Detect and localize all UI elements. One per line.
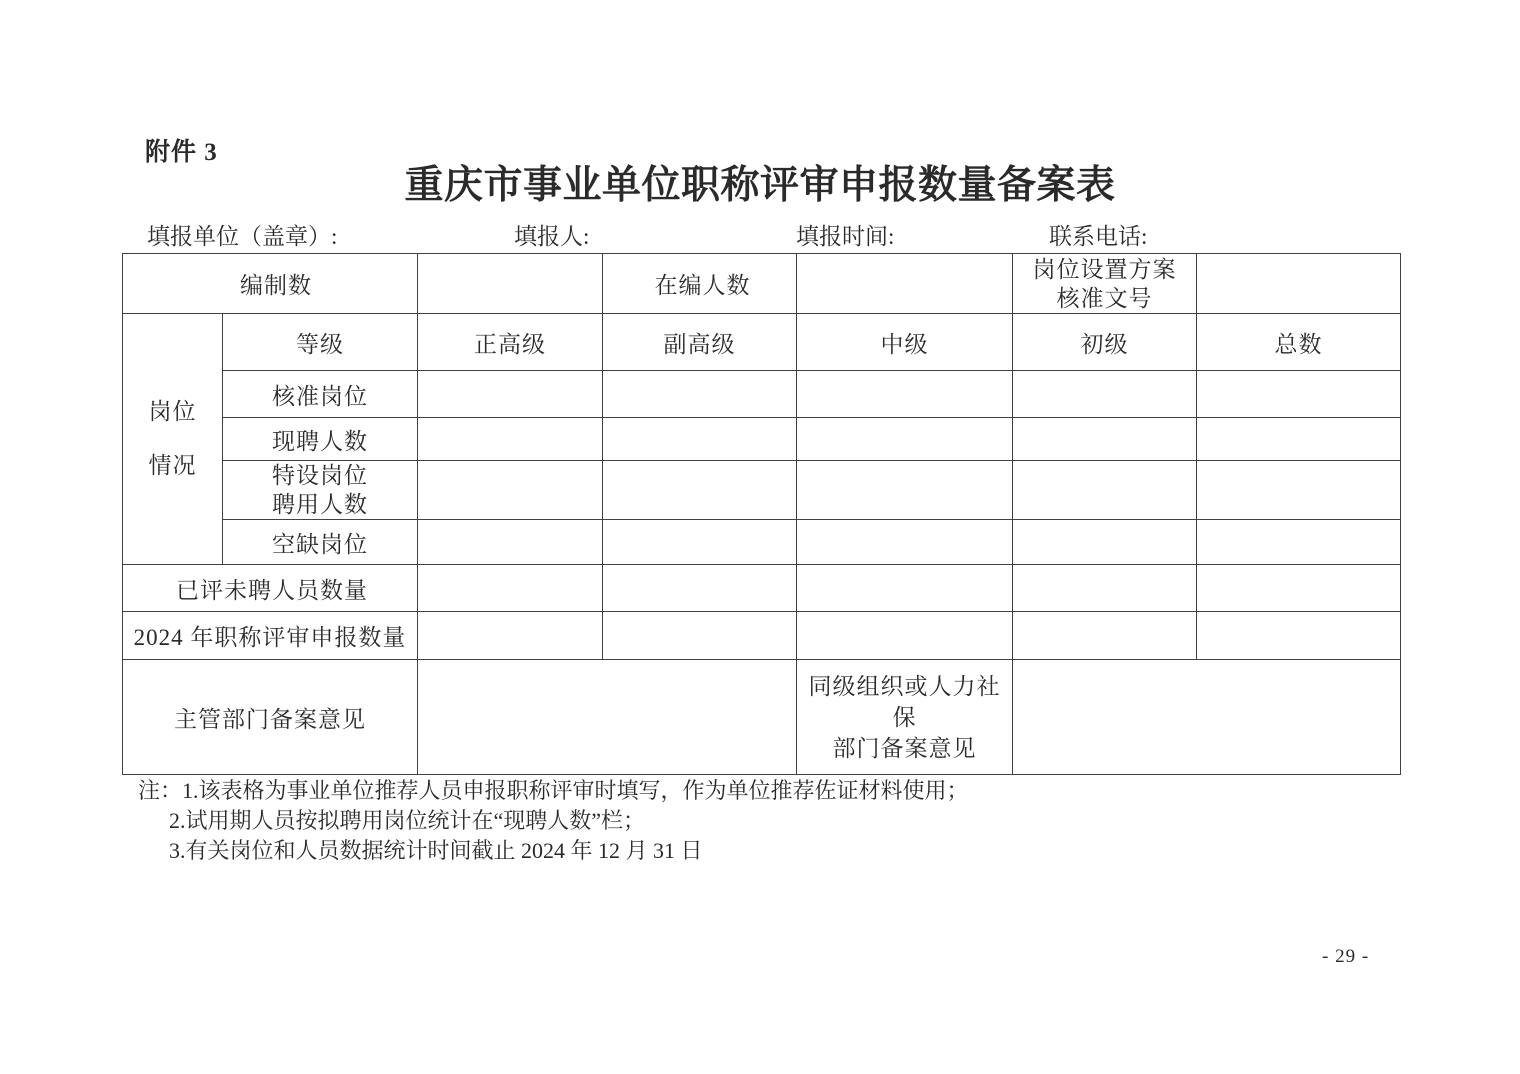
label-special-posts-line1: 特设岗位 — [272, 463, 368, 488]
label-approved-posts: 核准岗位 — [223, 371, 418, 418]
value-cell — [1197, 461, 1401, 520]
value-cell — [1197, 565, 1401, 612]
header-senior-deputy: 副高级 — [603, 314, 797, 371]
table-row — [123, 612, 1401, 660]
value-cell — [1197, 520, 1401, 565]
value-cell — [1013, 461, 1197, 520]
value-cell — [603, 371, 797, 418]
note-prefix: 注： — [138, 778, 183, 803]
fill-time-label: 填报时间: — [796, 224, 895, 249]
value-cell — [1013, 565, 1197, 612]
value-cell — [797, 520, 1013, 565]
value-cell — [603, 520, 797, 565]
value-establishment — [418, 254, 603, 314]
table-row — [123, 314, 1401, 371]
value-cell — [1197, 418, 1401, 461]
label-grade: 等级 — [223, 314, 418, 371]
value-cell — [797, 612, 1013, 660]
label-current-hired: 现聘人数 — [223, 418, 418, 461]
label-special-posts — [223, 461, 418, 520]
label-peer-opinion — [797, 660, 1013, 775]
label-peer-opinion-line1: 同级组织或人力社保 — [808, 673, 1001, 730]
label-peer-opinion-line2: 部门备案意见 — [832, 735, 977, 761]
value-plan-doc-number — [1197, 254, 1401, 314]
value-cell — [418, 520, 603, 565]
value-cell — [603, 565, 797, 612]
fill-unit-label: 填报单位（盖章）: — [147, 224, 338, 249]
note-line-3: 3.有关岗位和人员数据统计时间截止 2024 年 12 月 31 日 — [169, 838, 703, 863]
label-post-group — [123, 314, 223, 565]
value-cell — [603, 612, 797, 660]
label-plan-doc-number — [1013, 254, 1197, 314]
page-title: 重庆市事业单位职称评审申报数量备案表 — [404, 164, 1116, 207]
header-senior-full: 正高级 — [418, 314, 603, 371]
value-cell — [418, 418, 603, 461]
value-cell — [1197, 612, 1401, 660]
value-cell — [797, 461, 1013, 520]
label-onstaff: 在编人数 — [603, 254, 797, 314]
value-cell — [1013, 418, 1197, 461]
value-cell — [418, 565, 603, 612]
value-cell — [418, 612, 603, 660]
value-cell — [1013, 612, 1197, 660]
value-cell — [797, 418, 1013, 461]
table-row — [123, 461, 1401, 520]
table-row — [123, 371, 1401, 418]
label-plan-doc-line1: 岗位设置方案 — [1032, 256, 1177, 282]
table-row — [123, 565, 1401, 612]
attachment-label: 附件 3 — [145, 139, 218, 166]
label-post-group-line2: 情况 — [148, 453, 197, 478]
label-supervisor-opinion: 主管部门备案意见 — [123, 660, 418, 775]
page-number: - 29 - — [1322, 946, 1370, 967]
value-cell — [418, 461, 603, 520]
value-peer-opinion — [1013, 660, 1401, 775]
value-cell — [797, 371, 1013, 418]
fill-person-label: 填报人: — [514, 224, 590, 249]
filing-table — [122, 253, 1401, 775]
table-row — [123, 660, 1401, 775]
value-cell — [603, 418, 797, 461]
value-cell — [1013, 371, 1197, 418]
value-cell — [1013, 520, 1197, 565]
label-plan-doc-line2: 核准文号 — [1056, 285, 1153, 311]
header-total: 总数 — [1197, 314, 1401, 371]
note-item-1: 1.该表格为事业单位推荐人员申报职称评审时填写，作为单位推荐佐证材料使用； — [182, 778, 969, 803]
note-line-1 — [138, 776, 969, 806]
header-intermediate: 中级 — [797, 314, 1013, 371]
value-cell — [797, 565, 1013, 612]
label-2024-applications: 2024 年职称评审申报数量 — [123, 612, 418, 660]
note-line-2: 2.试用期人员按拟聘用岗位统计在“现聘人数”栏； — [169, 808, 646, 833]
table-row — [123, 520, 1401, 565]
footnotes — [138, 776, 969, 866]
label-evaluated-unhired: 已评未聘人员数量 — [123, 565, 418, 612]
label-vacant-posts: 空缺岗位 — [223, 520, 418, 565]
value-cell — [603, 461, 797, 520]
value-cell — [418, 371, 603, 418]
label-post-group-line1: 岗位 — [148, 399, 197, 424]
label-establishment: 编制数 — [123, 254, 418, 314]
value-supervisor-opinion — [418, 660, 797, 775]
label-special-posts-line2: 聘用人数 — [272, 492, 368, 517]
value-onstaff — [797, 254, 1013, 314]
value-cell — [1197, 371, 1401, 418]
table-row — [123, 418, 1401, 461]
contact-phone-label: 联系电话: — [1049, 224, 1148, 249]
header-junior: 初级 — [1013, 314, 1197, 371]
table-row — [123, 254, 1401, 314]
